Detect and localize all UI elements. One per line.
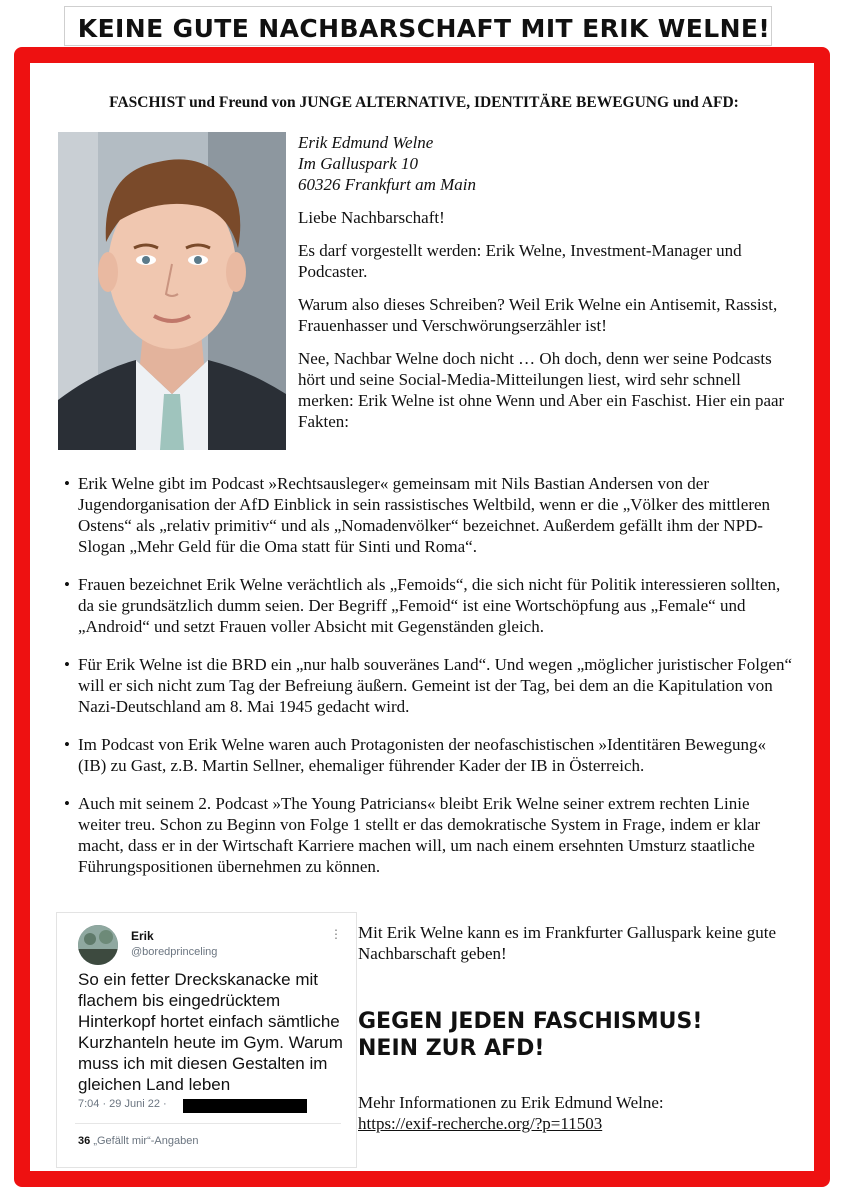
intro-text [298,132,788,444]
more-info [358,1092,798,1134]
divider [75,1123,341,1124]
avatar [78,925,118,965]
address-street: Im Galluspark 10 [298,154,418,173]
address-block [298,132,788,195]
list-item [64,574,794,637]
tweet-likes [78,1135,198,1147]
intro-paragraph-2: Warum also dieses Schreiben? Weil Erik Welne ein Antisemit, Rassist, Frauenhasser und Verschwörungserzähler ist! [298,295,778,335]
bullet-icon: • [64,474,70,493]
fact-text: Auch mit seinem 2. Podcast »The Young Patricians« bleibt Erik Welne seiner extrem rechten Linie weiter treu. Schon zu Beginn von Folge 1 stellt er das demokratische System in Frage, indem er klar macht, dass er in der Wirtschaft Karriere machen will, um nach einem ersehnten Umsturz staatliche Führungspositionen übernehmen zu können. [78,794,761,876]
portrait-photo [58,132,286,450]
slogan-line-1: GEGEN JEDEN FASCHISMUS! [358,1009,703,1034]
bullet-icon: • [64,794,70,813]
likes-label: „Gefällt mir“-Angaben [93,1135,199,1147]
more-info-link[interactable]: https://exif-recherche.org/?p=11503 [358,1114,603,1133]
list-item [64,473,794,557]
subtitle: FASCHIST und Freund von JUNGE ALTERNATIVE, IDENTITÄRE BEWEGUNG und AFD: [109,94,739,111]
tweet-text: So ein fetter Dreckskanacke mit flachem bis eingedrücktem Hinterkopf hortet einfach sämtliche Kurzhanteln heute im Gym. Warum muss ich mit diesen Gestalten im gleichen Land leben [78,970,343,1094]
bullet-icon: • [64,735,70,754]
fact-text: Im Podcast von Erik Welne waren auch Protagonisten der neofaschistischen »Identitären Bewegung« (IB) zu Gast, z.B. Martin Sellner, ehemaliger führender Kader der IB in Österreich. [78,735,767,775]
fact-text: Erik Welne gibt im Podcast »Rechtsausleger« gemeinsam mit Nils Bastian Andersen von der Jugendorganisation der AfD Einblick in sein rassistisches Weltbild, wenn er die „Völker des mittleren Ostens“ als „relativ primitiv“ und als „Nomadenvölker“ bezeichnet. Außerdem gefällt ihm der NPD-Slogan „Mehr Geld für die Oma statt für Sinti und Roma“. [78,474,771,556]
redaction-bar [183,1099,307,1113]
bullet-icon: • [64,655,70,674]
more-info-label: Mehr Informationen zu Erik Edmund Welne: [358,1093,664,1112]
list-item [64,734,794,776]
list-item [64,793,794,877]
greeting: Liebe Nachbarschaft! [298,208,445,227]
slogan-line-2: NEIN ZUR AFD! [358,1036,545,1061]
facts-list [64,473,794,894]
bullet-icon: • [64,575,70,594]
list-item [64,654,794,717]
likes-count: 36 [78,1135,91,1147]
tweet-author-name: Erik [131,929,154,943]
fact-text: Frauen bezeichnet Erik Welne verächtlich als „Femoids“, die sich nicht für Politik interessieren sollten, da sie grundsätzlich dumm seien. Der Begriff „Femoid“ ist eine Wortschöpfung aus „Female“ und „Android“ und setzt Frauen voller Absicht mit Gegenständen gleich. [78,575,781,636]
page-title: KEINE GUTE NACHBARSCHAFT MIT ERIK WELNE! [77,14,771,43]
address-city: 60326 Frankfurt am Main [298,175,477,194]
address-name: Erik Edmund Welne [298,133,434,152]
intro-paragraph-3: Nee, Nachbar Welne doch nicht … Oh doch, denn wer seine Podcasts hört und seine Social-Media-Mitteilungen liest, wird sehr schnell merken: Erik Welne ist ohne Wenn und Aber ein Faschist. Hier ein paar Fakten: [298,349,785,431]
tweet-timestamp: 7:04 · 29 Juni 22 · [78,1098,167,1110]
more-options-icon[interactable]: ⋮ [330,927,342,941]
slogan [358,1008,798,1062]
tweet-screenshot [56,912,357,1168]
intro-paragraph-1: Es darf vorgestellt werden: Erik Welne, Investment-Manager und Podcaster. [298,241,742,281]
closing-statement: Mit Erik Welne kann es im Frankfurter Galluspark keine gute Nachbarschaft geben! [358,923,777,963]
fact-text: Für Erik Welne ist die BRD ein „nur halb souveränes Land“. Und wegen „möglicher juristischer Folgen“ will er sich nicht zum Tag der Befreiung äußern. Gemeint ist der Tag, bei dem an die Kapitulation von Nazi-Deutschland am 8. Mai 1945 gedacht wird. [78,655,793,716]
tweet-author-handle: @boredprinceling [131,946,218,958]
